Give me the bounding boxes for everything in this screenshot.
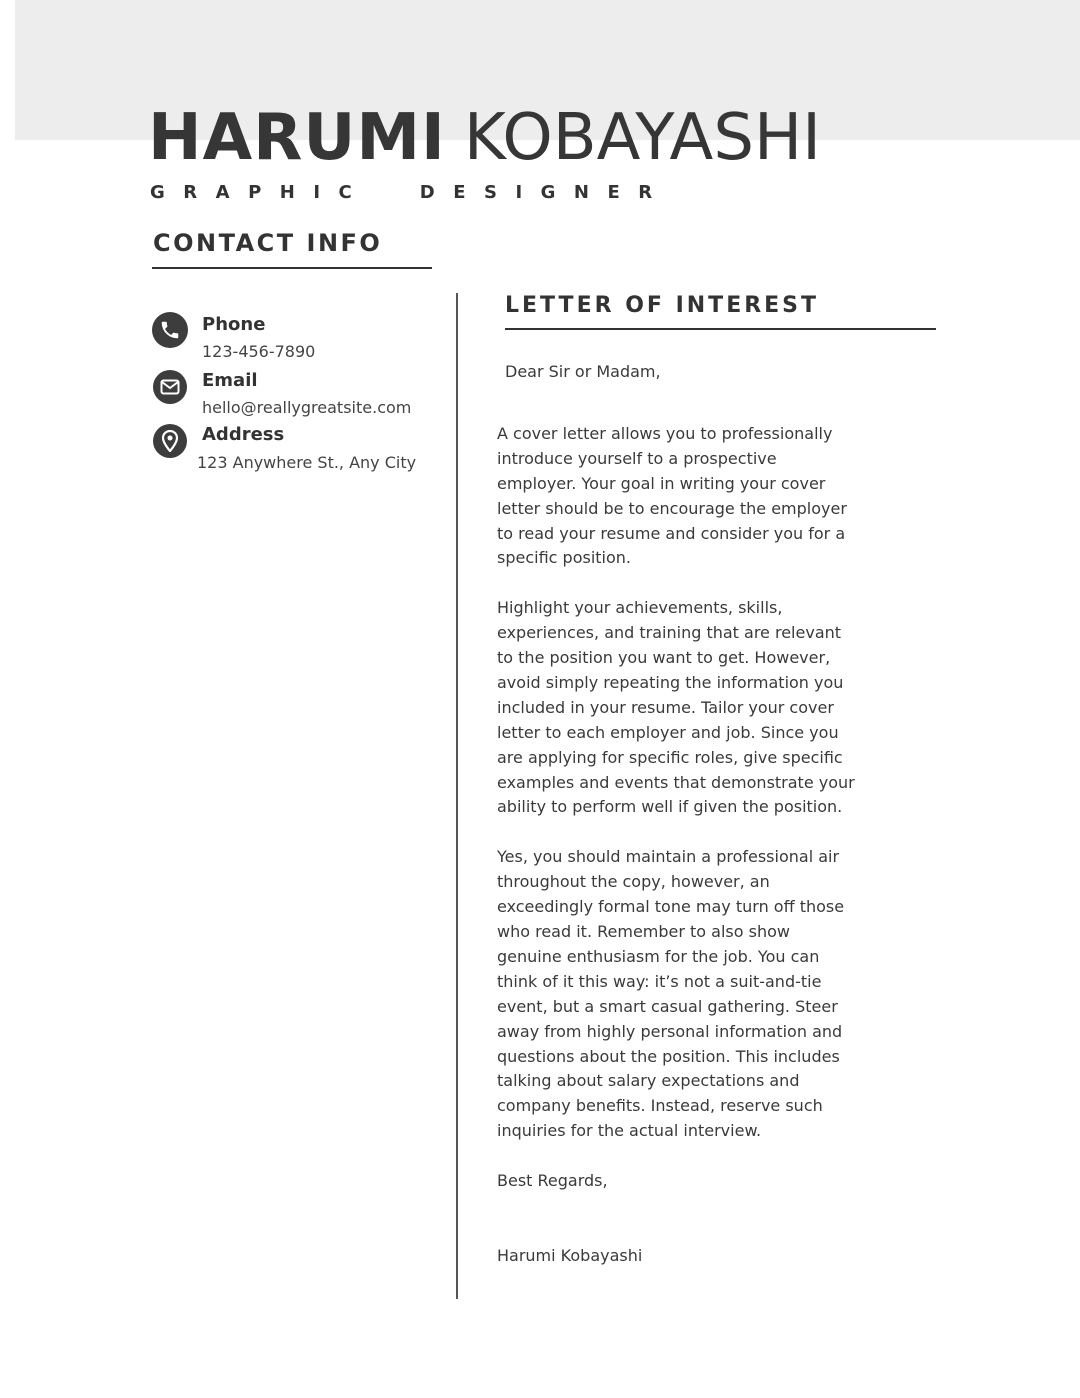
paragraph-line: introduce yourself to a prospective [497,448,777,468]
location-pin-icon [153,424,187,458]
contact-info-heading: CONTACT INFO [153,229,383,257]
paragraph-line: included in your resume. Tailor your cover [497,697,834,717]
first-name: HARUMI [148,101,446,175]
paragraph-line: event, but a smart casual gathering. Steer [497,996,838,1016]
paragraph-line: avoid simply repeating the information you [497,672,844,692]
paragraph-line: throughout the copy, however, an [497,872,770,892]
paragraph-line: ability to perform well if given the position. [497,797,843,817]
paragraph-line: examples and events that demonstrate your [497,772,855,792]
paragraph-line: are applying for specific roles, give specific [497,747,843,767]
paragraph-line: talking about salary expectations and [497,1071,800,1091]
paragraph-line: specific position. [497,548,631,568]
address-value: 123 Anywhere St., Any City [197,453,417,472]
letter-body [497,360,917,1269]
paragraph-line: Yes, you should maintain a professional air [497,847,840,867]
signature: Harumi Kobayashi [497,1245,643,1265]
job-title: GRAPHIC DESIGNER [150,182,671,203]
letter-paragraph [497,596,917,820]
contact-label: Address [202,424,285,445]
email-icon [153,370,187,404]
contact-label: Email [202,370,258,391]
divider [152,267,432,269]
paragraph-line: employer. Your goal in writing your cover [497,473,826,493]
contact-label: Phone [202,314,266,335]
greeting: Dear Sir or Madam, [505,362,661,381]
email-value: hello@reallygreatsite.com [202,398,412,417]
paragraph-line: inquiries for the actual interview. [497,1121,762,1141]
applicant-name [148,100,821,176]
last-name: KOBAYASHI [463,101,821,175]
paragraph-line: to read your resume and consider you for a [497,523,846,543]
paragraph-line: think of it this way: it’s not a suit-and-tie [497,971,822,991]
paragraph-line: A cover letter allows you to professionally [497,423,833,443]
paragraph-line: letter should be to encourage the employer [497,498,847,518]
phone-icon [152,312,188,348]
divider [505,328,936,330]
paragraph-line: who read it. Remember to also show [497,922,790,941]
paragraph-line: experiences, and training that are relevant [497,623,842,643]
paragraph-line: away from highly personal information and [497,1021,843,1041]
paragraph-line: genuine enthusiasm for the job. You can [497,946,820,966]
paragraph-line: Highlight your achievements, skills, [497,598,783,618]
paragraph-line: exceedingly formal tone may turn off those [497,897,845,917]
paragraph-line: letter to each employer and job. Since you [497,722,839,742]
letter-heading: LETTER OF INTEREST [505,293,820,318]
closing: Best Regards, [497,1171,608,1191]
phone-value: 123-456-7890 [202,342,316,361]
paragraph-line: company benefits. Instead, reserve such [497,1096,823,1116]
paragraph-line: questions about the position. This includes [497,1046,840,1066]
letter-paragraph [497,422,917,571]
paragraph-line: to the position you want to get. However, [497,648,831,668]
letter-paragraph [497,845,917,1144]
column-divider [456,293,458,1299]
